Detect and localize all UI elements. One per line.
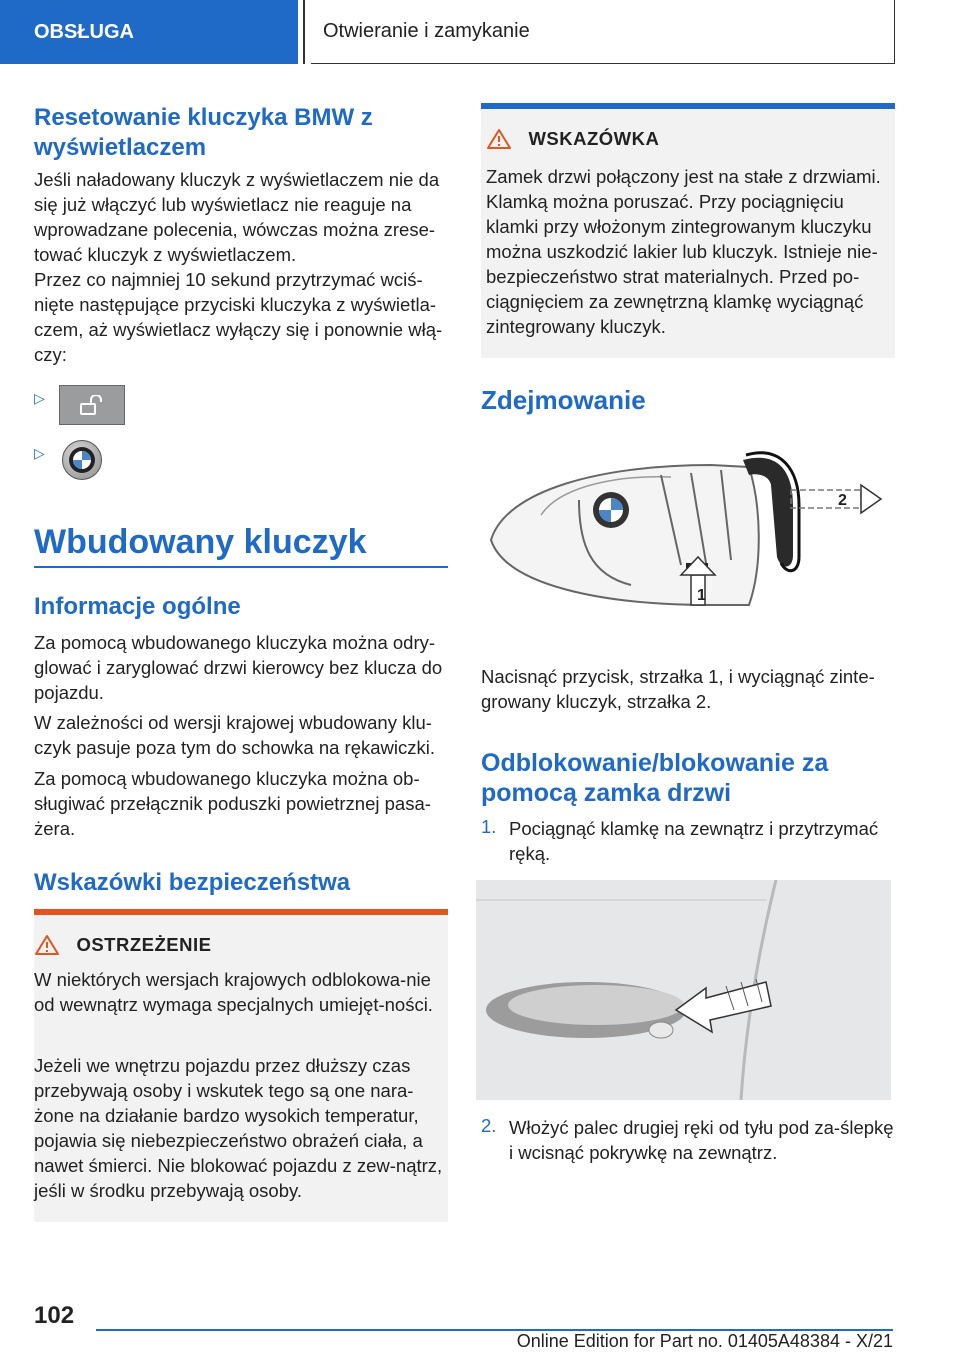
general-paragraph-1: Za pomocą wbudowanego kluczyka można odry-glować i zaryglować drzwi kierowcy bez klucza do pojazdu. <box>34 632 443 703</box>
warning-paragraph-1: W niektórych wersjach krajowych odblokowa-nie od wewnątrz wymaga specjalnych umiejęt-ności. <box>34 969 433 1015</box>
step-2-number: 2. <box>481 1115 497 1136</box>
removal-paragraph: Nacisnąć przycisk, strzałka 1, i wyciągnąć zinte-growany kluczyk, strzałka 2. <box>481 666 875 712</box>
topic-title: Otwieranie i zamykanie <box>323 20 530 42</box>
edition-text: Online Edition for Part no. 01405A48384 - X/21 <box>516 1331 893 1351</box>
general-paragraph-2: W zależności od wersji krajowej wbudowany klu-czyk pasuje poza tym do schowka na rękawiczki. <box>34 712 436 758</box>
figure-arrow-label-2: 2 <box>838 492 847 509</box>
unlock-button-image <box>59 385 125 425</box>
reset-paragraph-1: Jeśli naładowany kluczyk z wyświetlaczem nie da się już włączyć lub wyświetlacz nie reaguje na wprowadzane polecenia, wówczas można zrese-tować kluczyk z wyświetlaczem. <box>34 169 440 265</box>
warning-title: OSTRZEŻENIE <box>76 934 212 955</box>
warning-paragraph-2: Jeżeli we wnętrzu pojazdu przez dłuższy czas przebywają osoby i wskutek tego są one nara-żone na działanie bardzo wysokich temperatur, pojawia się niebezpieczeństwo obrażeń ciała, a nawet śmierci. Nie blokować pojazdu z zew-nątrz, jeśli w środku przebywają osoby. <box>34 1055 443 1201</box>
bmw-logo-icon <box>68 446 96 474</box>
reset-heading: Resetowanie kluczyka BMW z wyświetlaczem <box>34 104 373 161</box>
page-number: 102 <box>34 1302 75 1329</box>
header-divider <box>303 0 305 64</box>
general-info-heading: Informacje ogólne <box>34 593 241 620</box>
hint-title: WSKAZÓWKA <box>528 128 660 149</box>
safety-heading: Wskazówki bezpieczeństwa <box>34 869 351 896</box>
unlock-icon <box>79 395 105 415</box>
step-2-text: Włożyć palec drugiej ręki od tyłu pod za-ślepkę i wcisnąć pokrywkę na zewnątrz. <box>509 1117 894 1163</box>
builtin-key-heading: Wbudowany kluczyk <box>34 523 367 561</box>
warning-triangle-icon <box>34 934 60 956</box>
warning-title-row <box>34 934 448 956</box>
bmw-logo-button-image <box>62 440 102 480</box>
hint-title-row <box>486 128 886 150</box>
removal-heading: Zdejmowanie <box>481 385 646 415</box>
section-tab <box>0 0 298 64</box>
section-title: OBSŁUGA <box>34 20 134 43</box>
step-1-text: Pociągnąć klamkę na zewnątrz i przytrzymać ręką. <box>509 818 879 864</box>
warning-triangle-icon <box>486 128 512 150</box>
heading-rule <box>34 566 448 568</box>
key-removal-figure <box>481 445 895 635</box>
general-paragraph-3: Za pomocą wbudowanego kluczyka można ob-sługiwać przełącznik poduszki powietrznej pasa-żera. <box>34 768 431 839</box>
bullet-marker: ▷ <box>34 445 45 461</box>
hint-paragraph: Zamek drzwi połączony jest na stałe z drzwiami. Klamką można poruszać. Przy pociągnięciu klamki przy włożonym zintegrowanym kluczyku można uszkodzić lakier lub kluczyk. Istnieje nie-bezpieczeństwo strat materialnych. Przed po-ciągnięciem za zewnętrzną klamkę wyciągnąć zintegrowany kluczyk. <box>486 166 881 337</box>
reset-paragraph-2: Przez co najmniej 10 sekund przytrzymać wciś-nięte następujące przyciski kluczyka z wyświetla-czem, aż wyświetlacz wyłączy się i ponownie włą-czy: <box>34 269 443 365</box>
bullet-marker: ▷ <box>34 390 45 406</box>
lock-unlock-heading: Odblokowanie/blokowanie za pomocą zamka drzwi <box>481 749 829 807</box>
door-handle-figure <box>476 880 891 1100</box>
topic-header <box>311 0 895 64</box>
step-1-number: 1. <box>481 816 497 837</box>
figure-arrow-label-1: 1 <box>697 587 706 604</box>
